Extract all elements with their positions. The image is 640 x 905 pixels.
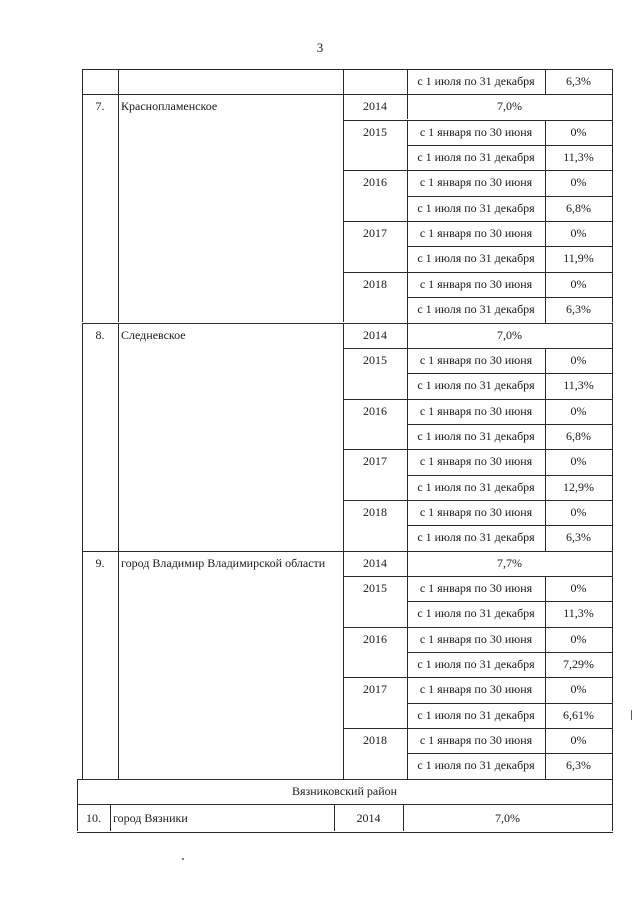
- period-label: с 1 июля по 31 декабря: [417, 530, 535, 544]
- period-label: с 1 июля по 31 декабря: [417, 758, 535, 772]
- municipality-name: Следневское: [121, 328, 186, 342]
- rate-value: 0%: [570, 175, 587, 189]
- period-label: с 1 июля по 31 декабря: [417, 74, 535, 88]
- column-border: [545, 500, 546, 551]
- municipality-name: город Владимир Владимирской области: [121, 556, 326, 570]
- column-border: [343, 551, 344, 779]
- half-year-border: [407, 475, 613, 476]
- rate-value: 6,8%: [566, 201, 591, 215]
- rate-value: 0%: [570, 632, 587, 646]
- year-cell: 2018: [363, 505, 387, 519]
- row-number: 7.: [95, 99, 105, 113]
- period-label: с 1 июля по 31 декабря: [417, 429, 535, 443]
- year-cell: 2015: [363, 353, 387, 367]
- half-year-border: [407, 196, 613, 197]
- rate-value: 0%: [570, 125, 587, 139]
- rate-value: 0%: [570, 277, 587, 291]
- year-cell: 2014: [356, 811, 381, 825]
- rate-value-merged: 7,0%: [497, 99, 522, 113]
- column-border: [612, 69, 613, 94]
- year-top-border: [343, 627, 613, 628]
- year-top-border: [343, 221, 613, 222]
- rate-value-merged: 7,0%: [497, 328, 522, 342]
- column-border: [407, 94, 408, 119]
- half-year-border: [407, 297, 613, 298]
- year-cell: 2016: [363, 632, 387, 646]
- column-border: [403, 804, 404, 831]
- period-label: с 1 января по 30 июня: [419, 454, 533, 468]
- year-cell: 2018: [363, 733, 387, 747]
- rate-value: 11,3%: [563, 606, 594, 620]
- row-number: 8.: [95, 328, 105, 342]
- column-border: [545, 170, 546, 221]
- column-border: [407, 449, 408, 500]
- period-label: с 1 января по 30 июня: [419, 581, 533, 595]
- row-number: 9.: [95, 556, 105, 570]
- column-border: [82, 69, 83, 94]
- period-label: с 1 июля по 31 декабря: [417, 657, 535, 671]
- period-label: с 1 июля по 31 декабря: [417, 251, 535, 265]
- column-border: [545, 348, 546, 399]
- column-border: [612, 94, 613, 322]
- column-border: [343, 323, 344, 551]
- column-border: [118, 69, 119, 94]
- column-border: [407, 500, 408, 551]
- half-year-border: [407, 703, 613, 704]
- rate-value: 0%: [570, 682, 587, 696]
- group-top-border: [82, 323, 613, 324]
- municipality-name: Краснопламенское: [121, 99, 218, 113]
- year-top-border: [343, 120, 613, 121]
- section-header: Вязниковский район: [291, 784, 398, 798]
- group-top-border: [82, 551, 613, 552]
- year-top-border: [343, 170, 613, 171]
- year-cell: 2014: [363, 328, 387, 342]
- column-border: [77, 779, 78, 804]
- period-label: с 1 января по 30 июня: [419, 404, 533, 418]
- column-border: [407, 221, 408, 272]
- column-border: [545, 449, 546, 500]
- year-top-border: [343, 449, 613, 450]
- column-border: [407, 677, 408, 728]
- year-cell: 2017: [363, 682, 387, 696]
- rate-value: 7,29%: [563, 657, 594, 671]
- year-top-border: [343, 272, 613, 273]
- column-border: [118, 551, 119, 779]
- municipality-name: город Вязники: [113, 811, 188, 825]
- column-border: [612, 551, 613, 779]
- column-border: [545, 69, 546, 94]
- period-label: с 1 января по 30 июня: [419, 682, 533, 696]
- rate-value-merged: 7,7%: [497, 556, 522, 570]
- column-border: [407, 272, 408, 323]
- half-year-border: [407, 652, 613, 653]
- column-border: [612, 323, 613, 551]
- section-top-border: [77, 779, 613, 780]
- rate-value: 6,3%: [566, 74, 591, 88]
- scan-speck: [182, 858, 184, 860]
- rate-value: 11,3%: [563, 378, 594, 392]
- column-border: [545, 221, 546, 272]
- year-top-border: [343, 576, 613, 577]
- column-border: [82, 551, 83, 779]
- table-top-border: [82, 69, 613, 70]
- column-border: [118, 94, 119, 322]
- period-label: с 1 июля по 31 декабря: [417, 480, 535, 494]
- period-label: с 1 января по 30 июня: [419, 733, 533, 747]
- half-year-border: [407, 525, 613, 526]
- period-label: с 1 июля по 31 декабря: [417, 150, 535, 164]
- rate-value: 12,9%: [563, 480, 594, 494]
- rate-value: 0%: [570, 226, 587, 240]
- period-label: с 1 января по 30 июня: [419, 353, 533, 367]
- rate-value: 6,8%: [566, 429, 591, 443]
- row-number: 10.: [86, 811, 101, 825]
- year-cell: 2018: [363, 277, 387, 291]
- column-border: [407, 323, 408, 348]
- year-top-border: [343, 399, 613, 400]
- period-label: с 1 января по 30 июня: [419, 175, 533, 189]
- period-label: с 1 января по 30 июня: [419, 277, 533, 291]
- column-border: [545, 677, 546, 728]
- year-cell: 2014: [363, 99, 387, 113]
- column-border: [407, 551, 408, 576]
- column-border: [407, 399, 408, 450]
- rate-value: 0%: [570, 505, 587, 519]
- column-border: [407, 69, 408, 94]
- group-top-border: [82, 94, 613, 95]
- year-cell: 2017: [363, 226, 387, 240]
- period-label: с 1 января по 30 июня: [419, 505, 533, 519]
- column-border: [545, 120, 546, 171]
- column-border: [612, 779, 613, 804]
- year-cell: 2017: [363, 454, 387, 468]
- column-border: [545, 627, 546, 678]
- column-border: [545, 272, 546, 323]
- column-border: [545, 399, 546, 450]
- rate-value: 6,3%: [566, 530, 591, 544]
- rate-value: 0%: [570, 404, 587, 418]
- rate-value: 11,3%: [563, 150, 594, 164]
- period-label: с 1 января по 30 июня: [419, 226, 533, 240]
- year-top-border: [343, 348, 613, 349]
- column-border: [407, 120, 408, 171]
- column-border: [82, 323, 83, 551]
- year-top-border: [343, 500, 613, 501]
- table-bottom-border: [77, 832, 613, 833]
- half-year-border: [407, 246, 613, 247]
- period-label: с 1 июля по 31 декабря: [417, 201, 535, 215]
- year-cell: 2016: [363, 404, 387, 418]
- column-border: [407, 170, 408, 221]
- half-year-border: [407, 601, 613, 602]
- period-label: с 1 января по 30 июня: [419, 632, 533, 646]
- half-year-border: [407, 373, 613, 374]
- column-border: [407, 576, 408, 627]
- year-top-border: [343, 728, 613, 729]
- rate-value: 0%: [570, 353, 587, 367]
- column-border: [407, 627, 408, 678]
- period-label: с 1 января по 30 июня: [419, 125, 533, 139]
- column-border: [407, 728, 408, 779]
- rate-value: 0%: [570, 454, 587, 468]
- year-cell: 2016: [363, 175, 387, 189]
- half-year-border: [407, 753, 613, 754]
- period-label: с 1 июля по 31 декабря: [417, 606, 535, 620]
- column-border: [77, 804, 78, 831]
- rate-value: 6,61%: [563, 708, 594, 722]
- year-cell: 2015: [363, 581, 387, 595]
- year-top-border: [343, 677, 613, 678]
- rate-value-merged: 7,0%: [495, 811, 520, 825]
- column-border: [545, 576, 546, 627]
- scan-edge-mark: [631, 710, 632, 720]
- column-border: [343, 94, 344, 322]
- half-year-border: [407, 145, 613, 146]
- rate-value: 6,3%: [566, 302, 591, 316]
- year-cell: 2015: [363, 125, 387, 139]
- column-border: [118, 323, 119, 551]
- rate-value: 6,3%: [566, 758, 591, 772]
- rate-value: 0%: [570, 733, 587, 747]
- column-border: [110, 804, 111, 831]
- half-year-border: [407, 424, 613, 425]
- rate-value: 11,9%: [563, 251, 594, 265]
- column-border: [343, 69, 344, 94]
- column-border: [612, 804, 613, 831]
- page-number: 3: [316, 40, 324, 55]
- column-border: [407, 348, 408, 399]
- period-label: с 1 июля по 31 декабря: [417, 378, 535, 392]
- column-border: [334, 804, 335, 831]
- year-cell: 2014: [363, 556, 387, 570]
- column-border: [545, 728, 546, 779]
- section-bottom-border: [77, 804, 613, 805]
- period-label: с 1 июля по 31 декабря: [417, 708, 535, 722]
- column-border: [82, 94, 83, 322]
- period-label: с 1 июля по 31 декабря: [417, 302, 535, 316]
- rate-value: 0%: [570, 581, 587, 595]
